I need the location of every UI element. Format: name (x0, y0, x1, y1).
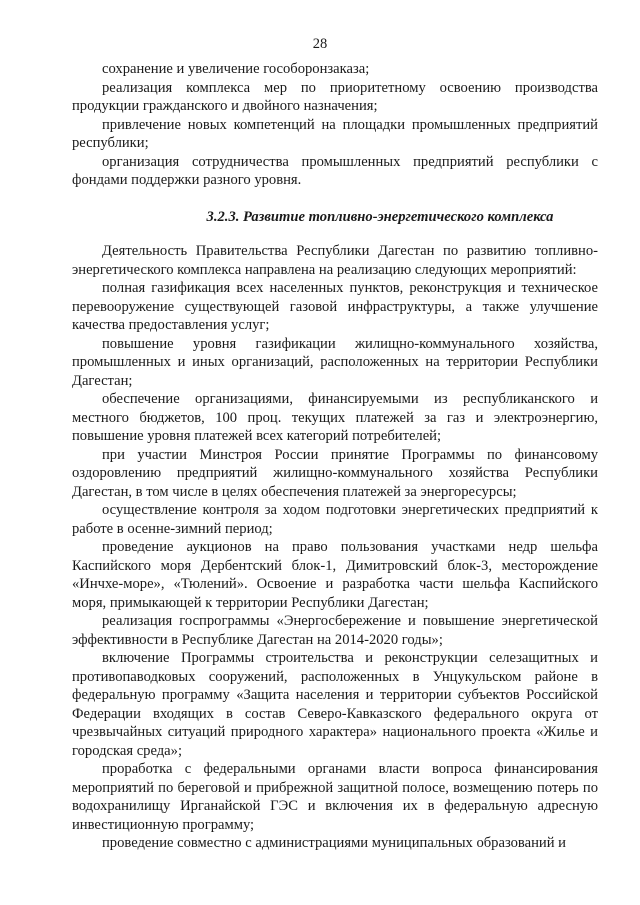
body-paragraph: осуществление контроля за ходом подготовки энергетических предприятий к работе в осенне-зимний период; (72, 502, 598, 537)
section-heading: 3.2.3. Развитие топливно-энергетического комплекса (206, 208, 554, 225)
page-number: 28 (312, 36, 328, 52)
body-paragraph: Деятельность Правительства Республики Дагестан по развитию топливно-энергетического комплекса направлена на реализацию следующих мероприятий: (72, 243, 598, 278)
body-paragraph: проведение совместно с администрациями муниципальных образований и (102, 835, 566, 851)
body-paragraph: реализация госпрограммы «Энергосбережение и повышение энергетической эффективности в Республике Дагестан на 2014-2020 годы»; (72, 613, 598, 648)
body-paragraph: повышение уровня газификации жилищно-коммунального хозяйства, промышленных и иных организаций, расположенных на территории Республики Дагестан; (72, 335, 598, 389)
intro-paragraph: организация сотрудничества промышленных предприятий республики с фондами поддержки разного уровня. (72, 153, 598, 188)
body-paragraph: включение Программы строительства и реконструкции селезащитных и противопаводковых сооружений, расположенных в Унцукульском районе в федеральную программу «Защита населения и территории субъектов Российской Федерации входящих в состав Северо-Кавказского федерального округа от чрезвычайных ситуаций природного характера» национального проекта «Жилье и городская среда»; (72, 650, 598, 759)
intro-paragraph: привлечение новых компетенций на площадки промышленных предприятий республики; (72, 116, 598, 151)
body-paragraph: проведение аукционов на право пользования участками недр шельфа Каспийского моря Дербентский блок-1, Димитровский блок-3, месторождение «Инчхе-море», «Тюлений». Освоение и разработка части шельфа Каспийского моря, примыкающей к территории Республики Дагестан; (72, 539, 598, 611)
page-content (72, 60, 598, 853)
intro-paragraph: сохранение и увеличение гособоронзаказа; (102, 61, 370, 77)
body-paragraph: обеспечение организациями, финансируемыми из республиканского и местного бюджетов, 100 проц. текущих платежей за газ и электроэнергию, повышение уровня платежей всех категорий потребителей; (72, 391, 598, 444)
body-paragraph: проработка с федеральными органами власти вопроса финансирования мероприятий по береговой и прибрежной защитной полосе, возмещению потерь по водохранилищу Ирганайской ГЭС и включения их в федеральную адресную инвестиционную программу; (72, 761, 598, 833)
intro-paragraph: реализация комплекса мер по приоритетному освоению производства продукции гражданского и двойного назначения; (72, 79, 598, 114)
body-paragraph: при участии Минстроя России принятие Программы по финансовому оздоровлению предприятий жилищно-коммунального хозяйства Республики Дагестан, в том числе в целях обеспечения платежей за энергоресурсы; (72, 446, 598, 500)
body-paragraph: полная газификация всех населенных пунктов, реконструкция и техническое перевооружение существующей газовой инфраструктуры, а также улучшение качества предоставления услуг; (72, 280, 598, 333)
